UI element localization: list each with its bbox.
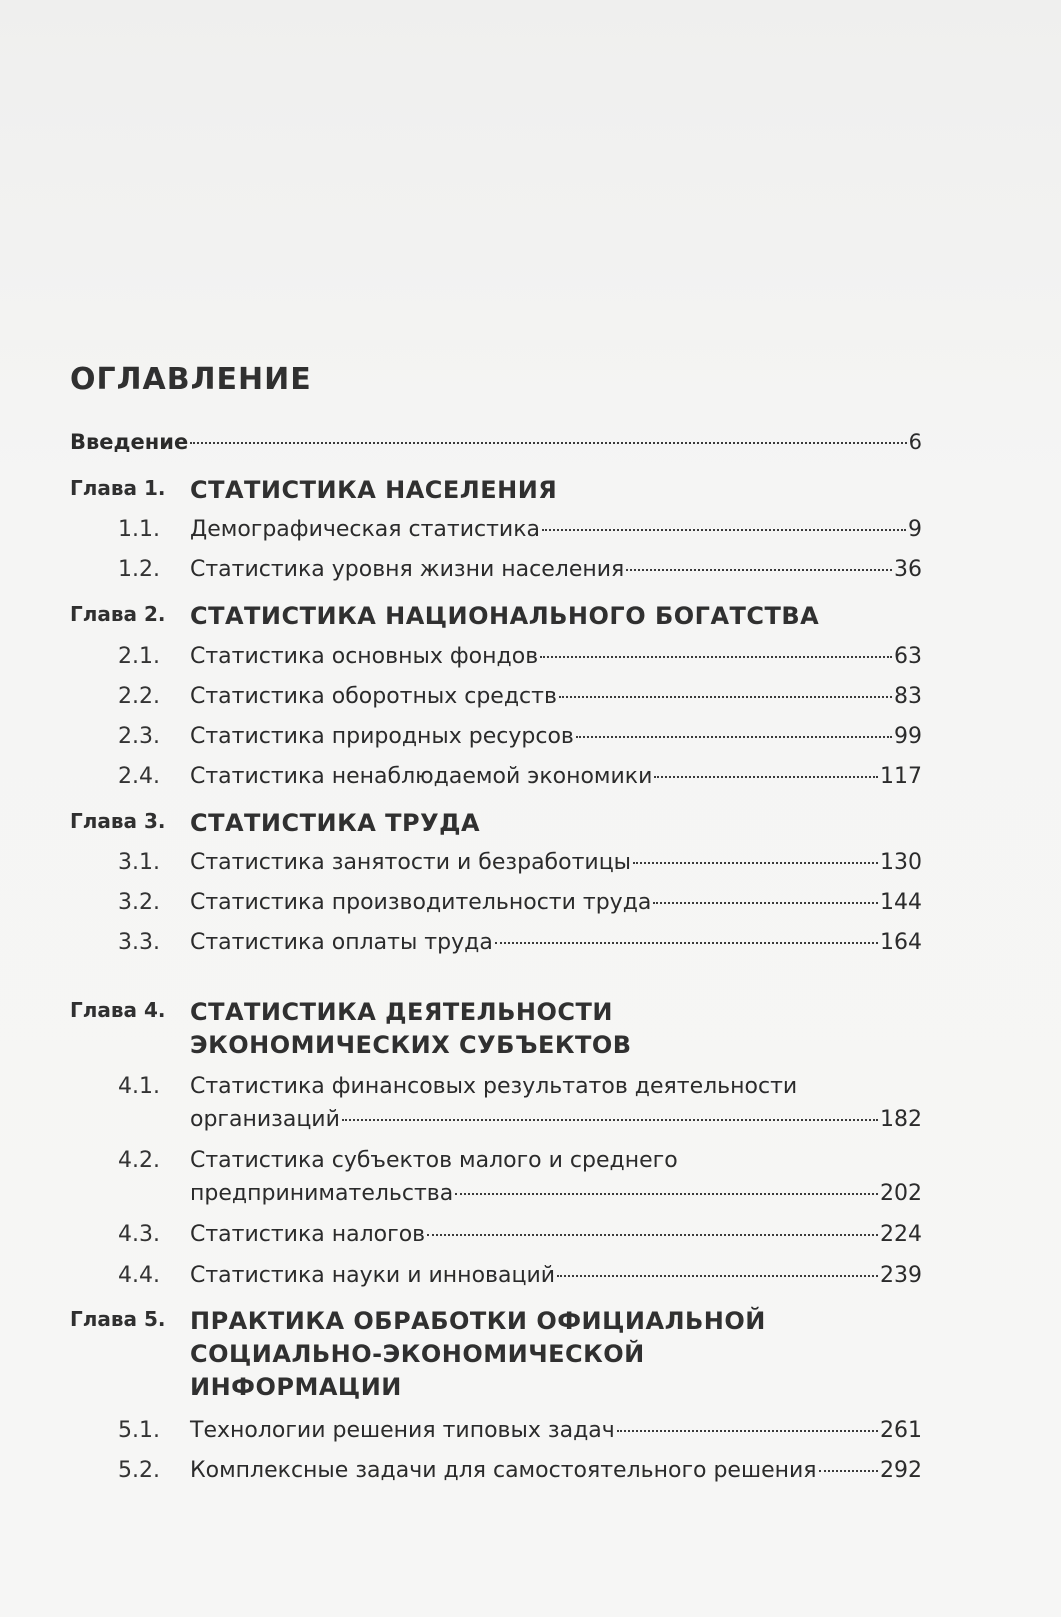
section-title: предпринимательства bbox=[190, 1181, 454, 1206]
toc-entry-intro bbox=[70, 427, 922, 457]
dot-leader bbox=[557, 1275, 878, 1277]
intro-label: Введение bbox=[70, 430, 189, 454]
section-number: 1.1. bbox=[118, 517, 160, 542]
chapter-title bbox=[190, 996, 830, 1062]
chapter-label: Глава 3. bbox=[70, 809, 166, 833]
section-title: Технологии решения типовых задач bbox=[190, 1418, 615, 1443]
dot-leader bbox=[495, 942, 878, 944]
toc-title: ОГЛАВЛЕНИЕ bbox=[70, 362, 312, 397]
section-title: Статистика налогов bbox=[190, 1222, 426, 1247]
dot-leader bbox=[819, 1470, 878, 1472]
section-title-line: Статистика финансовых результатов деятельности bbox=[190, 1074, 798, 1099]
section-title: Статистика ненаблюдаемой экономики bbox=[190, 764, 653, 789]
section-title: Демографическая статистика bbox=[190, 517, 541, 542]
dot-leader bbox=[559, 696, 892, 698]
dot-leader bbox=[617, 1430, 878, 1432]
section-title: Статистика производительности труда bbox=[190, 890, 652, 915]
dot-leader bbox=[455, 1193, 878, 1195]
dot-leader bbox=[342, 1119, 878, 1121]
chapter-title bbox=[190, 1305, 830, 1404]
dot-leader bbox=[653, 902, 878, 904]
page-number: 239 bbox=[880, 1263, 922, 1288]
page-number: 63 bbox=[894, 644, 922, 669]
dot-leader bbox=[654, 776, 878, 778]
section-number: 5.1. bbox=[118, 1418, 160, 1443]
page-number: 182 bbox=[880, 1107, 922, 1132]
section-number: 4.4. bbox=[118, 1263, 160, 1288]
section-title: Статистика уровня жизни населения bbox=[190, 557, 625, 582]
section-number: 4.2. bbox=[118, 1148, 160, 1173]
section-number: 2.3. bbox=[118, 724, 160, 749]
section-number: 4.3. bbox=[118, 1222, 160, 1247]
section-number: 2.4. bbox=[118, 764, 160, 789]
page-number: 36 bbox=[894, 557, 922, 582]
section-number: 2.2. bbox=[118, 684, 160, 709]
chapter-label: Глава 2. bbox=[70, 602, 166, 626]
page-number: 9 bbox=[908, 517, 922, 542]
section-title: Статистика основных фондов bbox=[190, 644, 539, 669]
section-number: 5.2. bbox=[118, 1458, 160, 1483]
section-title: Статистика оплаты труда bbox=[190, 930, 493, 955]
section-title: Статистика науки и инноваций bbox=[190, 1263, 556, 1288]
page-number: 99 bbox=[894, 724, 922, 749]
dot-leader bbox=[427, 1234, 878, 1236]
chapter-title-line: ЭКОНОМИЧЕСКИХ СУБЪЕКТОВ bbox=[190, 1031, 632, 1059]
dot-leader bbox=[540, 656, 892, 658]
chapter-label: Глава 4. bbox=[70, 998, 166, 1022]
section-number: 4.1. bbox=[118, 1074, 160, 1099]
page-number: 202 bbox=[880, 1181, 922, 1206]
dot-leader bbox=[576, 736, 892, 738]
chapter-title-line: ИНФОРМАЦИИ bbox=[190, 1373, 402, 1401]
page-number: 292 bbox=[880, 1458, 922, 1483]
section-number: 1.2. bbox=[118, 557, 160, 582]
page-number: 117 bbox=[880, 764, 922, 789]
section-title-line: Статистика субъектов малого и среднего bbox=[190, 1148, 678, 1173]
page-number: 144 bbox=[880, 890, 922, 915]
chapter-title-line: СОЦИАЛЬНО-ЭКОНОМИЧЕСКОЙ bbox=[190, 1340, 645, 1368]
section-number: 2.1. bbox=[118, 644, 160, 669]
section-title: Статистика природных ресурсов bbox=[190, 724, 574, 749]
page-number: 164 bbox=[880, 930, 922, 955]
section-title: Статистика оборотных средств bbox=[190, 684, 557, 709]
chapter-title: СТАТИСТИКА НАЦИОНАЛЬНОГО БОГАТСТВА bbox=[190, 602, 820, 630]
chapter-label: Глава 1. bbox=[70, 476, 166, 500]
page-number: 130 bbox=[880, 850, 922, 875]
page-number: 6 bbox=[908, 430, 922, 454]
dot-leader bbox=[542, 529, 906, 531]
chapter-label: Глава 5. bbox=[70, 1307, 166, 1331]
page-number: 224 bbox=[880, 1222, 922, 1247]
dot-leader bbox=[190, 442, 906, 444]
dot-leader bbox=[633, 862, 878, 864]
page-number: 261 bbox=[880, 1418, 922, 1443]
page-number: 83 bbox=[894, 684, 922, 709]
section-number: 3.1. bbox=[118, 850, 160, 875]
chapter-title-line: СТАТИСТИКА ДЕЯТЕЛЬНОСТИ bbox=[190, 998, 613, 1026]
section-number: 3.3. bbox=[118, 930, 160, 955]
chapter-title: СТАТИСТИКА ТРУДА bbox=[190, 809, 481, 837]
section-number: 3.2. bbox=[118, 890, 160, 915]
chapter-title: СТАТИСТИКА НАСЕЛЕНИЯ bbox=[190, 476, 558, 504]
section-title: организаций bbox=[190, 1107, 340, 1132]
dot-leader bbox=[626, 569, 892, 571]
section-title: Комплексные задачи для самостоятельного решения bbox=[190, 1458, 817, 1483]
chapter-title-line: ПРАКТИКА ОБРАБОТКИ ОФИЦИАЛЬНОЙ bbox=[190, 1307, 766, 1335]
section-title: Статистика занятости и безработицы bbox=[190, 850, 632, 875]
